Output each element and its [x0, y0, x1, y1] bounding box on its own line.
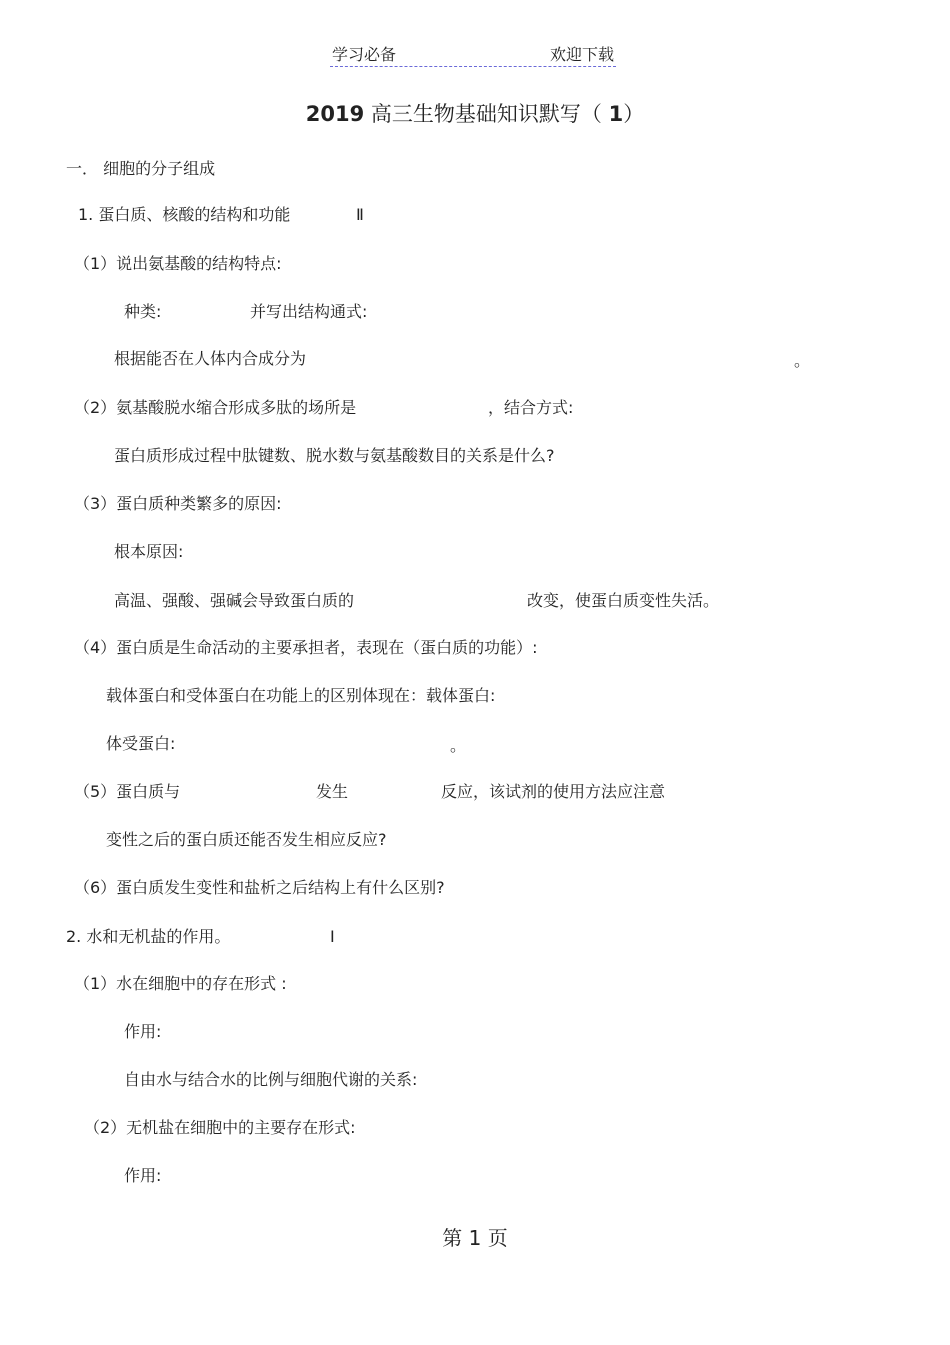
- question-item: （3）蛋白质种类繁多的原因:: [74, 494, 282, 513]
- subsection-heading: 1. 蛋白质、核酸的结构和功能: [78, 205, 291, 224]
- question-line: 体受蛋白:: [106, 734, 176, 753]
- question-item: （1）说出氨基酸的结构特点:: [74, 254, 282, 273]
- question-item: （6）蛋白质发生变性和盐析之后结构上有什么区别?: [74, 878, 445, 897]
- title-main: 高三生物基础知识默写（: [364, 102, 609, 126]
- subsection-heading: 2. 水和无机盐的作用。: [66, 927, 231, 946]
- question-line: 作用:: [124, 1166, 162, 1185]
- question-line: 作用:: [124, 1022, 162, 1041]
- question-line: 高温、强酸、强碱会导致蛋白质的: [114, 591, 355, 610]
- question-line: 改变，使蛋白质变性失活。: [527, 591, 720, 610]
- header-left-text: 学习必备: [332, 45, 397, 64]
- sentence-end: 。: [450, 736, 467, 755]
- question-line: 变性之后的蛋白质还能否发生相应反应?: [106, 830, 387, 849]
- question-line: 反应，该试剂的使用方法应注意: [441, 782, 666, 801]
- question-line: 根本原因:: [114, 542, 184, 561]
- question-line: 自由水与结合水的比例与细胞代谢的关系:: [124, 1070, 418, 1089]
- page-number: 第 1 页: [442, 1226, 508, 1250]
- question-line: 发生: [316, 782, 349, 801]
- question-item: （5）蛋白质与: [74, 782, 181, 801]
- page-title: [0, 98, 950, 128]
- question-line: 载体蛋白和受体蛋白在功能上的区别体现在：载体蛋白:: [106, 686, 496, 705]
- question-item: （4）蛋白质是生命活动的主要承担者，表现在（蛋白质的功能）:: [74, 638, 538, 657]
- sentence-end: 。: [794, 351, 811, 370]
- title-suffix: ）: [623, 102, 645, 126]
- question-item: （2）无机盐在细胞中的主要存在形式:: [84, 1118, 356, 1137]
- question-line: ，结合方式:: [488, 398, 574, 417]
- level-marker: Ⅱ: [356, 205, 364, 224]
- question-line: 并写出结构通式:: [250, 302, 368, 321]
- question-item: （2）氨基酸脱水缩合形成多肽的场所是: [74, 398, 357, 417]
- title-number: 1: [608, 102, 624, 126]
- level-marker: Ⅰ: [330, 927, 335, 946]
- title-year: 2019: [305, 102, 365, 126]
- header-right-text: 欢迎下载: [549, 45, 614, 64]
- page-header: [330, 40, 616, 67]
- question-line: 根据能否在人体内合成分为: [114, 349, 307, 368]
- section-heading: 一． 细胞的分子组成: [66, 159, 216, 178]
- question-line: 蛋白质形成过程中肽键数、脱水数与氨基酸数目的关系是什么?: [114, 446, 555, 465]
- question-item: （1）水在细胞中的存在形式 :: [74, 974, 287, 993]
- question-line: 种类:: [124, 302, 162, 321]
